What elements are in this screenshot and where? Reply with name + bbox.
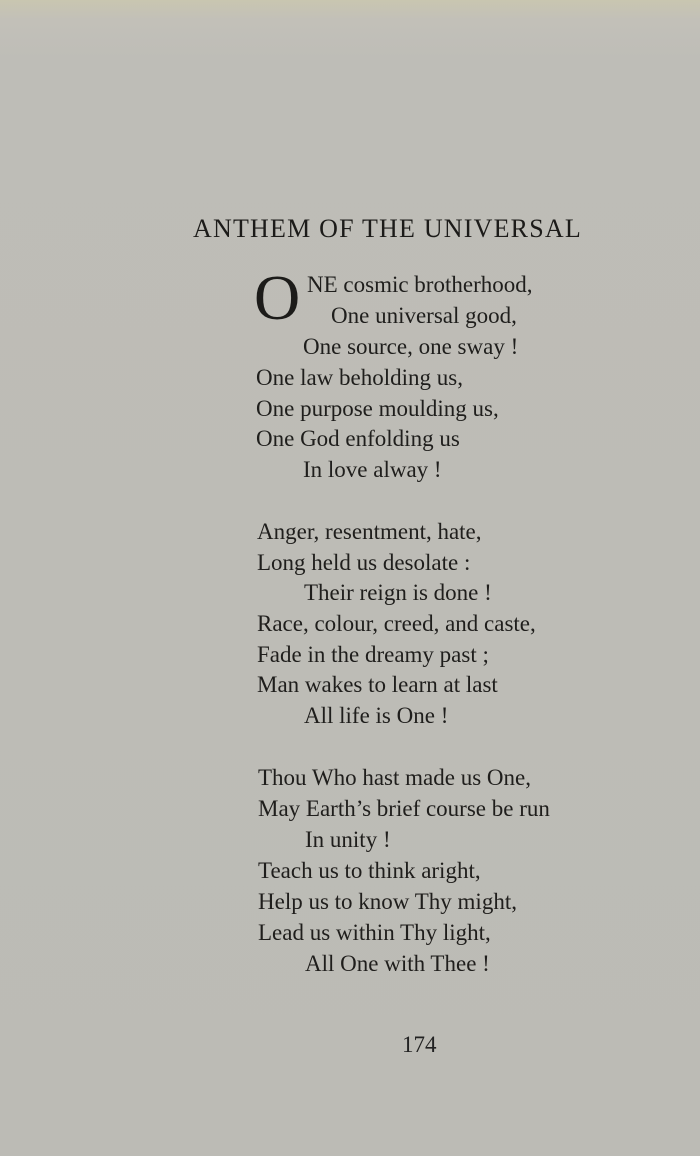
stanza2-line4: Race, colour, creed, and caste, (257, 611, 536, 636)
stanza1-line2: One universal good, (331, 303, 517, 328)
drop-cap: O (254, 262, 301, 333)
stanza2-line2: Long held us desolate : (257, 550, 471, 575)
stanza3-line1: Thou Who hast made us One, (258, 765, 531, 790)
stanza2-line3: Their reign is done ! (304, 580, 492, 605)
stanza1-line1: NE cosmic brotherhood, (307, 272, 533, 297)
stanza2-line6: Man wakes to learn at last (257, 672, 498, 697)
stanza2-line7: All life is One ! (304, 703, 449, 728)
stanza1-line5: One purpose moulding us, (256, 396, 499, 421)
stanza1-line4: One law beholding us, (256, 365, 463, 390)
stanza2-line1: Anger, resentment, hate, (257, 519, 482, 544)
stanza2-line5: Fade in the dreamy past ; (257, 642, 489, 667)
stanza1-line3: One source, one sway ! (303, 334, 519, 359)
poem-title: ANTHEM OF THE UNIVERSAL (193, 214, 582, 243)
stanza1-line7: In love alway ! (303, 457, 442, 482)
stanza1-line6: One God enfolding us (256, 426, 460, 451)
stanza3-line4: Teach us to think aright, (258, 858, 481, 883)
stanza3-line6: Lead us within Thy light, (258, 920, 491, 945)
stanza3-line3: In unity ! (305, 827, 391, 852)
stanza3-line7: All One with Thee ! (305, 951, 490, 976)
page-number: 174 (402, 1032, 437, 1057)
stanza3-line2: May Earth’s brief course be run (258, 796, 550, 821)
stanza3-line5: Help us to know Thy might, (258, 889, 517, 914)
